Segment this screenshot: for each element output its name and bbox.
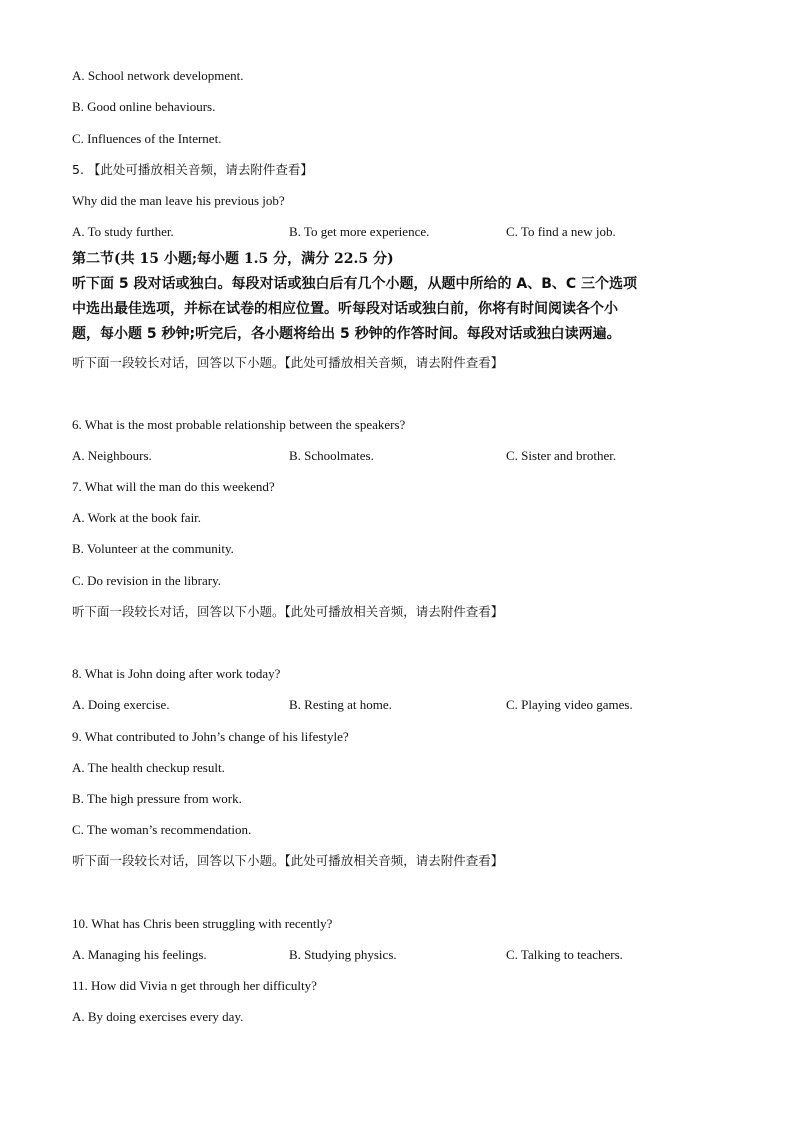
- q6-option-b: B. Schoolmates.: [289, 448, 374, 463]
- listen-prompt-3: 听下面一段较长对话，回答以下小题。【此处可播放相关音频，请去附件查看】: [72, 853, 504, 868]
- q5-option-b: B. To get more experience.: [289, 224, 430, 239]
- q11-option-a: A. By doing exercises every day.: [72, 1009, 244, 1024]
- q6-question: 6. What is the most probable relationship between the speakers?: [72, 417, 406, 432]
- q8-option-b: B. Resting at home.: [289, 697, 392, 712]
- q4-option-c: C. Influences of the Internet.: [72, 131, 222, 146]
- q9-option-c: C. The woman’s recommendation.: [72, 822, 252, 837]
- q7-option-c: C. Do revision in the library.: [72, 573, 221, 588]
- q7-option-b: B. Volunteer at the community.: [72, 541, 234, 556]
- q6-option-a: A. Neighbours.: [72, 448, 152, 463]
- q10-option-c: C. Talking to teachers.: [506, 947, 623, 962]
- listen-prompt-1: 听下面一段较长对话，回答以下小题。【此处可播放相关音频，请去附件查看】: [72, 355, 504, 370]
- q9-question: 9. What contributed to John’s change of his lifestyle?: [72, 729, 349, 744]
- q8-option-a: A. Doing exercise.: [72, 697, 170, 712]
- q6-option-c: C. Sister and brother.: [506, 448, 617, 463]
- q10-question: 10. What has Chris been struggling with recently?: [72, 916, 333, 931]
- section2-instructions-line2: 中选出最佳选项，并标在试卷的相应位置。听每段对话或独白前，你将有时间阅读各个小: [72, 301, 618, 317]
- q5-question: Why did the man leave his previous job?: [72, 193, 285, 208]
- q10-option-a: A. Managing his feelings.: [72, 947, 207, 962]
- q11-question: 11. How did Vivia n get through her difficulty?: [72, 978, 317, 993]
- q4-option-a: A. School network development.: [72, 68, 244, 83]
- q9-option-b: B. The high pressure from work.: [72, 791, 242, 806]
- q5-option-c: C. To find a new job.: [506, 224, 616, 239]
- q9-option-a: A. The health checkup result.: [72, 760, 225, 775]
- q5-option-a: A. To study further.: [72, 224, 174, 239]
- q7-option-a: A. Work at the book fair.: [72, 510, 202, 525]
- q5-stem: 5. 【此处可播放相关音频，请去附件查看】: [72, 162, 313, 177]
- section2-title: 第二节(共 15 小题;每小题 1.5 分，满分 22.5 分): [72, 251, 394, 267]
- q7-question: 7. What will the man do this weekend?: [72, 479, 275, 494]
- section2-instructions-line1: 听下面 5 段对话或独白。每段对话或独白后有几个小题，从题中所给的 A、B、C 三个选项: [72, 276, 638, 292]
- q8-question: 8. What is John doing after work today?: [72, 666, 281, 681]
- listen-prompt-2: 听下面一段较长对话，回答以下小题。【此处可播放相关音频，请去附件查看】: [72, 604, 504, 619]
- q10-option-b: B. Studying physics.: [289, 947, 397, 962]
- section2-instructions-line3: 题，每小题 5 秒钟;听完后，各小题将给出 5 秒钟的作答时间。每段对话或独白读两遍。: [72, 326, 621, 342]
- q4-option-b: B. Good online behaviours.: [72, 99, 216, 114]
- q8-option-c: C. Playing video games.: [506, 697, 633, 712]
